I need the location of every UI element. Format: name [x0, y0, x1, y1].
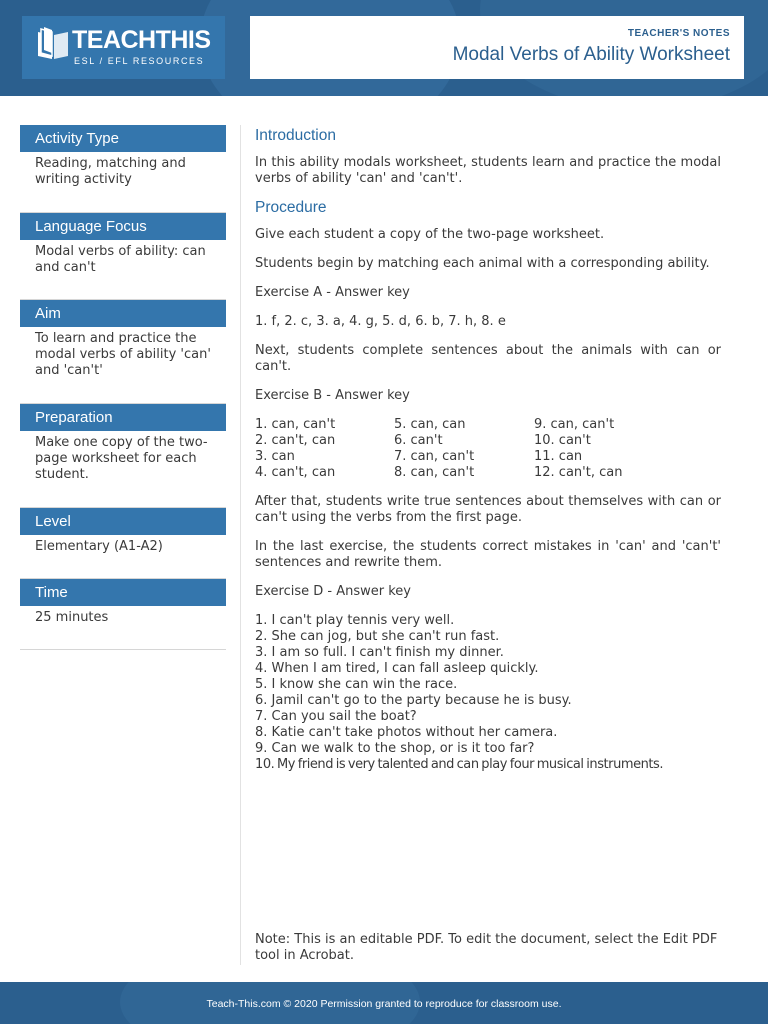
column-divider [240, 125, 241, 965]
sidebar-text: Modal verbs of ability: can and can't [20, 240, 226, 300]
sidebar-heading: Activity Type [20, 125, 226, 152]
exercise-b-label: Exercise B - Answer key [255, 388, 410, 403]
exercise-a-label: Exercise A - Answer key [255, 285, 410, 300]
answer-item: 2. can't, can [255, 433, 336, 448]
sidebar-heading: Aim [20, 300, 226, 327]
sidebar-text: Reading, matching and writing activity [20, 152, 226, 213]
procedure-paragraph: Students begin by matching each animal with a corresponding ability. [255, 256, 710, 271]
sidebar-section-activity-type [20, 125, 226, 213]
procedure-paragraph: Next, students complete sentences about the animals with can or can't. [255, 343, 721, 374]
answer-item: 9. can, can't [534, 417, 615, 432]
answer-item: 11. can [534, 449, 583, 464]
answer-item: 7. can, can't [394, 449, 475, 464]
list-item: 9. Can we walk to the shop, or is it too far? [255, 741, 535, 756]
book-logo-icon [36, 26, 70, 60]
sidebar-section-time [20, 579, 226, 650]
sidebar-section-aim [20, 300, 226, 404]
sidebar-text: To learn and practice the modal verbs of ability 'can' and 'can't' [20, 327, 226, 404]
sidebar-heading: Time [20, 579, 226, 606]
answer-item: 4. can't, can [255, 465, 336, 480]
header-banner [0, 0, 768, 96]
exercise-d-label: Exercise D - Answer key [255, 584, 411, 599]
sidebar-text: Make one copy of the two-page worksheet for each student. [20, 431, 226, 508]
sidebar-text: Elementary (A1-A2) [20, 535, 226, 579]
list-item: 4. When I am tired, I can fall asleep quickly. [255, 661, 539, 676]
answer-item: 1. can, can't [255, 417, 336, 432]
footer-banner [0, 982, 768, 1024]
answer-item: 3. can [255, 449, 295, 464]
title-panel [250, 16, 744, 79]
procedure-paragraph: In the last exercise, the students correct mistakes in 'can' and 'can't' sentences and rewrite them. [255, 539, 721, 570]
copyright-text: Teach-This.com © 2020 Permission granted to reproduce for classroom use. [206, 998, 562, 1010]
sidebar [20, 125, 226, 650]
document-eyebrow: TEACHER'S NOTES [627, 28, 730, 39]
answer-item: 5. can, can [394, 417, 466, 432]
logo[interactable] [22, 16, 225, 79]
list-item: 2. She can jog, but she can't run fast. [255, 629, 500, 644]
exercise-a-answers: 1. f, 2. c, 3. a, 4. g, 5. d, 6. b, 7. h, 8. e [255, 314, 506, 329]
sidebar-text: 25 minutes [20, 606, 226, 650]
procedure-heading: Procedure [255, 199, 327, 216]
procedure-paragraph: After that, students write true sentences about themselves with can or can't using the verbs from the first page. [255, 494, 721, 525]
answer-item: 12. can't, can [534, 465, 623, 480]
exercise-b-answer-grid [255, 417, 721, 481]
list-item: 3. I am so full. I can't finish my dinner. [255, 645, 504, 660]
answer-item: 10. can't [534, 433, 591, 448]
sidebar-section-level [20, 508, 226, 579]
editable-pdf-note: Note: This is an editable PDF. To edit the document, select the Edit PDF tool in Acrobat. [255, 932, 718, 963]
sidebar-section-preparation [20, 404, 226, 508]
sidebar-heading: Preparation [20, 404, 226, 431]
exercise-d-answer-list [255, 613, 721, 773]
logo-title: TEACHTHIS [72, 26, 211, 54]
main-content [255, 128, 721, 786]
list-item: 10. My friend is very talented and can play four musical instruments. [255, 757, 664, 772]
list-item: 8. Katie can't take photos without her camera. [255, 725, 558, 740]
sidebar-heading: Language Focus [20, 213, 226, 240]
list-item: 7. Can you sail the boat? [255, 709, 417, 724]
introduction-heading: Introduction [255, 127, 336, 144]
logo-subtitle: ESL / EFL RESOURCES [74, 56, 205, 66]
sidebar-heading: Level [20, 508, 226, 535]
procedure-paragraph: Give each student a copy of the two-page worksheet. [255, 227, 605, 242]
answer-item: 6. can't [394, 433, 443, 448]
introduction-text: In this ability modals worksheet, students learn and practice the modal verbs of ability 'can' and 'can't'. [255, 155, 721, 186]
list-item: 5. I know she can win the race. [255, 677, 458, 692]
sidebar-section-language-focus [20, 213, 226, 300]
document-title: Modal Verbs of Ability Worksheet [452, 44, 730, 65]
list-item: 6. Jamil can't go to the party because he is busy. [255, 693, 572, 708]
list-item: 1. I can't play tennis very well. [255, 613, 455, 628]
answer-item: 8. can, can't [394, 465, 475, 480]
